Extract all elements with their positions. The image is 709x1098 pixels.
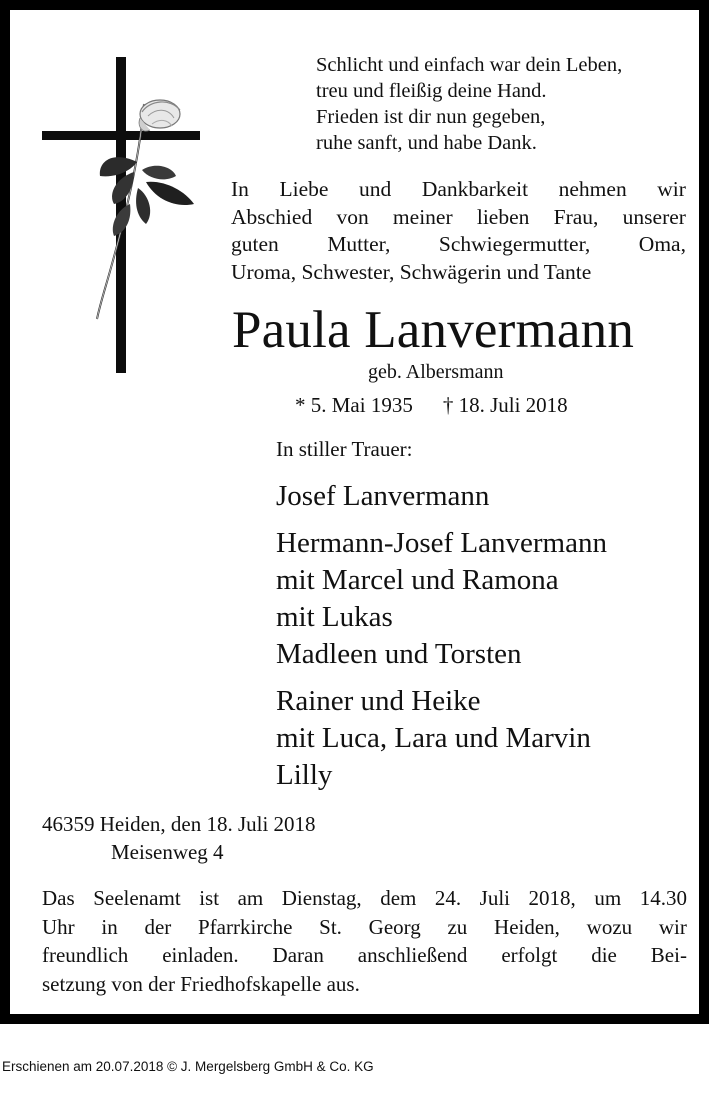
mourner-group xyxy=(276,478,607,515)
intro-line xyxy=(231,176,686,204)
word: Heiden, xyxy=(494,914,560,939)
mourner-line: Rainer und Heike xyxy=(276,685,481,717)
street-address: Meisenweg 4 xyxy=(111,840,224,864)
word: Daran xyxy=(272,943,324,967)
word: 14.30 xyxy=(639,886,687,910)
word: 2018, xyxy=(528,886,576,910)
poem-line: ruhe sanft, und habe Dank. xyxy=(316,132,537,154)
word: von xyxy=(336,204,369,229)
word: Georg xyxy=(368,914,421,939)
life-dates xyxy=(295,391,568,419)
service-line xyxy=(42,913,687,942)
intro-text xyxy=(231,176,686,286)
word: meiner xyxy=(392,204,453,229)
birth-name: geb. Albersmann xyxy=(368,361,504,383)
mourner-line: Hermann-Josef Lanvermann xyxy=(276,527,607,559)
word: Dankbarkeit xyxy=(421,177,529,201)
word: zu xyxy=(447,914,468,939)
word: wir xyxy=(658,914,687,939)
poem-line: Frieden ist dir nun gegeben, xyxy=(316,106,546,128)
word: am xyxy=(237,886,264,910)
word: Oma, xyxy=(638,232,686,256)
mourner-group xyxy=(276,683,607,794)
word: St. xyxy=(319,914,342,939)
word: lieben xyxy=(476,204,530,229)
word: In xyxy=(231,177,249,201)
mourner-line: mit Lukas xyxy=(276,601,393,633)
service-line xyxy=(42,941,687,970)
poem-line: treu und fleißig deine Hand. xyxy=(316,80,547,102)
word: um xyxy=(594,886,622,910)
mourners-label: In stiller Trauer: xyxy=(276,437,413,461)
mourner-group xyxy=(276,525,607,673)
poem-line: Schlicht und einfach war dein Leben, xyxy=(316,54,623,76)
cross-with-rose-icon xyxy=(42,54,202,376)
word: wir xyxy=(657,177,686,201)
service-line: setzung von der Friedhofskapelle aus. xyxy=(42,971,360,996)
word: die xyxy=(591,943,617,967)
birth-date: * 5. Mai 1935 xyxy=(295,393,413,417)
mourner-line: Lilly xyxy=(276,759,333,791)
word: nehmen xyxy=(558,177,627,201)
word: 24. xyxy=(434,886,462,910)
deceased-name: Paula Lanvermann xyxy=(232,301,635,359)
mourner-line: mit Marcel und Ramona xyxy=(276,564,559,596)
word: freundlich xyxy=(42,943,129,967)
word: Liebe xyxy=(279,177,329,201)
word: Schwiegermutter, xyxy=(438,232,591,256)
memorial-poem xyxy=(316,52,622,156)
word: Bei- xyxy=(650,943,687,967)
service-announcement xyxy=(42,884,687,998)
mourner-line: Josef Lanvermann xyxy=(276,480,490,512)
publication-footer: Erschienen am 20.07.2018 © J. Mergelsberg GmbH & Co. KG xyxy=(2,1059,374,1074)
word: Frau, xyxy=(553,204,599,229)
word: anschließend xyxy=(357,943,468,967)
word: Mutter, xyxy=(327,232,391,256)
place-and-date: 46359 Heiden, den 18. Juli 2018 xyxy=(42,812,316,836)
word: ist xyxy=(199,886,220,910)
word: Juli xyxy=(479,886,511,910)
mourner-line: mit Luca, Lara und Marvin xyxy=(276,722,591,754)
intro-line xyxy=(231,231,686,259)
mourner-line: Madleen und Torsten xyxy=(276,638,522,670)
word: erfolgt xyxy=(501,943,558,967)
death-date: † 18. Juli 2018 xyxy=(442,393,568,417)
word: guten xyxy=(231,232,279,256)
word: Uhr xyxy=(42,914,75,939)
word: dem xyxy=(380,886,417,910)
word: der xyxy=(144,914,172,939)
word: Pfarrkirche xyxy=(198,914,293,939)
word: wozu xyxy=(586,914,633,939)
intro-line: Uroma, Schwester, Schwägerin und Tante xyxy=(231,259,592,284)
word: Das xyxy=(42,886,75,910)
mourners-list xyxy=(276,478,607,804)
word: unserer xyxy=(622,204,686,229)
intro-line xyxy=(231,204,686,232)
word: und xyxy=(359,177,392,201)
word: Abschied xyxy=(231,204,313,229)
word: Dienstag, xyxy=(281,886,362,910)
service-line xyxy=(42,884,687,913)
word: einladen. xyxy=(162,943,239,967)
word: Seelenamt xyxy=(93,886,181,910)
word: in xyxy=(101,914,118,939)
